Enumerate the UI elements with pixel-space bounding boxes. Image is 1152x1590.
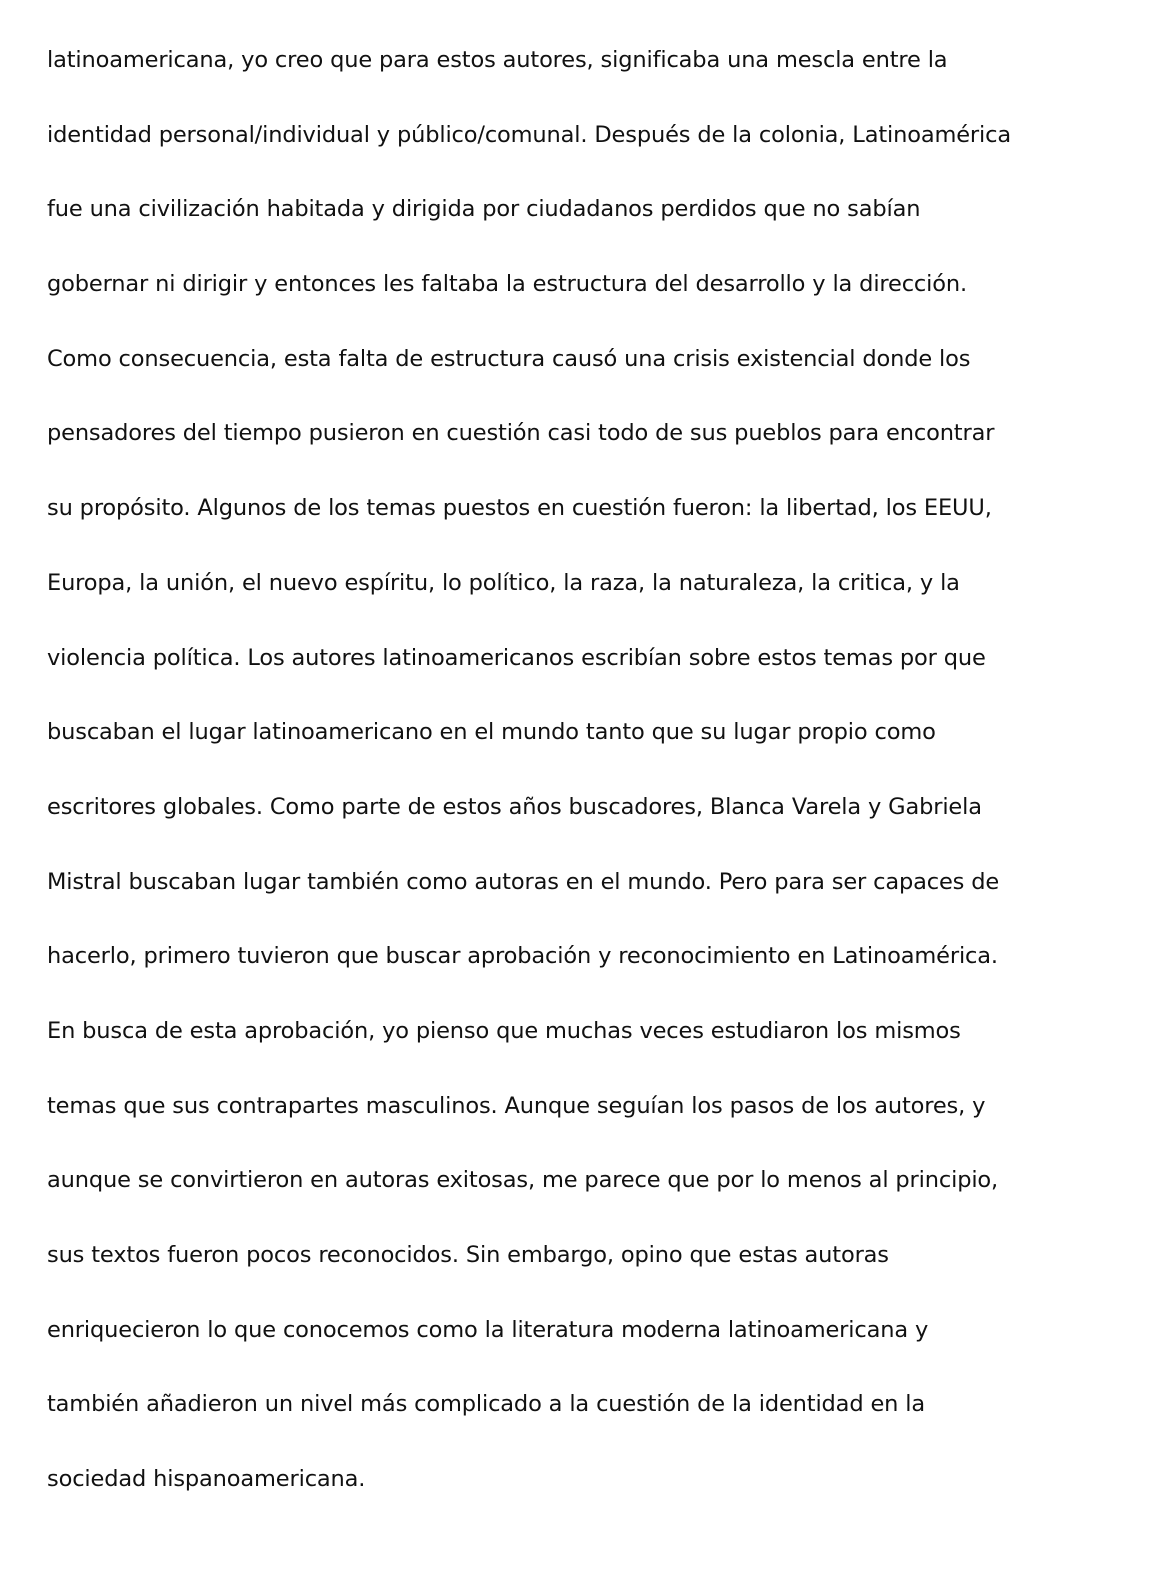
text-line: fue una civilización habitada y dirigida por ciudadanos perdidos que no sabían: [47, 196, 921, 223]
text-line: buscaban el lugar latinoamericano en el mundo tanto que su lugar propio como: [47, 719, 936, 746]
text-line: aunque se convirtieron en autoras exitosas, me parece que por lo menos al principio,: [47, 1167, 999, 1194]
text-line: sociedad hispanoamericana.: [47, 1466, 366, 1493]
text-line: sus textos fueron pocos reconocidos. Sin embargo, opino que estas autoras: [47, 1242, 889, 1268]
text-line: pensadores del tiempo pusieron en cuestión casi todo de sus pueblos para encontrar: [47, 420, 995, 447]
body-paragraph: [47, 32, 1147, 1526]
text-line: también añadieron un nivel más complicado a la cuestión de la identidad en la: [47, 1391, 925, 1418]
text-line: identidad personal/individual y público/comunal. Después de la colonia, Latinoamérica: [47, 121, 1011, 148]
text-line: gobernar ni dirigir y entonces les faltaba la estructura del desarrollo y la dirección.: [47, 271, 967, 298]
text-line: Mistral buscaban lugar también como autoras en el mundo. Pero para ser capaces de: [47, 868, 1000, 895]
text-line: violencia política. Los autores latinoamericanos escribían sobre estos temas por que: [47, 644, 986, 671]
text-line: Europa, la unión, el nuevo espíritu, lo político, la raza, la naturaleza, la critica, y la: [47, 569, 960, 596]
text-line: escritores globales. Como parte de estos años buscadores, Blanca Varela y Gabriela: [47, 793, 982, 820]
text-line: temas que sus contrapartes masculinos. Aunque seguían los pasos de los autores, y: [47, 1092, 986, 1119]
text-line: latinoamericana, yo creo que para estos autores, significaba una mescla entre la: [47, 47, 948, 73]
text-line: Como consecuencia, esta falta de estructura causó una crisis existencial donde los: [47, 345, 971, 372]
text-line: su propósito. Algunos de los temas puestos en cuestión fueron: la libertad, los EEUU,: [47, 495, 992, 522]
text-line: hacerlo, primero tuvieron que buscar aprobación y reconocimiento en Latinoamérica.: [47, 943, 998, 970]
text-line: enriquecieron lo que conocemos como la literatura moderna latinoamericana y: [47, 1316, 929, 1343]
text-line: En busca de esta aprobación, yo pienso que muchas veces estudiaron los mismos: [47, 1017, 961, 1044]
